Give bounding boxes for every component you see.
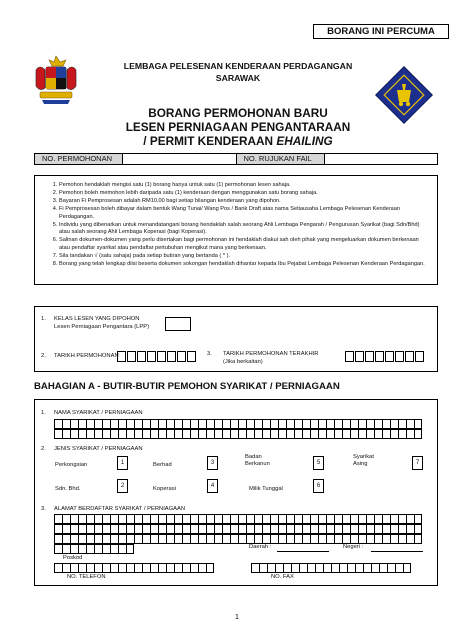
telefon-field[interactable] — [54, 563, 214, 573]
item2-number: 2. — [41, 353, 46, 359]
type-label-milik-tunggal: Milik Tunggal — [249, 486, 283, 492]
type-label-sdn-bhd: Sdn. Bhd. — [55, 486, 81, 492]
title-line3-prefix: / PERMIT KENDERAAN — [143, 134, 277, 148]
company-name-field-2[interactable] — [54, 429, 422, 439]
type-option-berhad[interactable]: 3 — [207, 456, 218, 470]
fax-label: NO. FAX — [271, 574, 294, 580]
address-label: ALAMAT BERDAFTAR SYARIKAT / PERNIAGAAN — [54, 506, 186, 512]
instructions-box — [34, 175, 438, 285]
title-line3-italic: EHAILING — [276, 134, 333, 148]
type-option-koperasi[interactable]: 4 — [207, 479, 218, 493]
agency-line2: SARAWAK — [215, 73, 261, 83]
negeri-label: Negeri : — [343, 544, 364, 550]
q3-number: 3. — [41, 506, 46, 512]
file-ref-label: NO. RUJUKAN FAIL — [237, 154, 325, 164]
last-application-date-label: TARIKH PERMOHONAN TERAKHIR — [223, 351, 319, 357]
instruction-item: 7. Sila tandakan √ (satu sahaja) pada setiap butiran yang bertanda ( * ). — [59, 253, 429, 261]
type-label-perkongsian: Perkongsian — [55, 462, 88, 468]
title-line3 — [108, 134, 368, 148]
type-option-milik-tunggal[interactable]: 6 — [313, 479, 324, 493]
company-type-label: JENIS SYARIKAT / PERNIAGAAN — [54, 446, 143, 452]
q1-number: 1. — [41, 410, 46, 416]
telefon-label: NO. TELEFON — [67, 574, 106, 580]
application-date-field[interactable] — [117, 351, 197, 362]
last-application-date-field[interactable] — [345, 351, 425, 362]
instruction-item: 4. Fi Pemprosesan boleh dibayar dalam bentuk Wang Tunai/ Wang Pos / Bank Draft atas nama Setiausaha Lembaga Pelesenan Kenderaan Perdagangan. — [59, 206, 429, 221]
section-a-box — [34, 399, 438, 586]
instruction-item: 5. Individu yang dibenarkan untuk menandatangani borang hendaklah salah seorang Ahli Lembaga Pengarah / Pengurusan Syarikat (bagi Sdn/Bhd) atau salah seorang Ahli Lembaga Koperasi (bagi Koperasi). — [59, 222, 429, 237]
poskod-field[interactable] — [54, 544, 134, 554]
title-line1: BORANG PERMOHONAN BARU — [148, 106, 328, 120]
licence-class-checkbox[interactable] — [165, 317, 191, 331]
instruction-item: 1. Pemohon hendaklah mengisi satu (1) borang hanya untuk satu (1) permohonan lesen sahaja. — [59, 182, 429, 190]
licence-class-label: KELAS LESEN YANG DIPOHON — [54, 316, 140, 322]
type-option-perkongsian[interactable]: 1 — [117, 456, 128, 470]
type-label-syarikat-asing: Syarikat Asing — [353, 454, 374, 467]
reference-table — [34, 153, 438, 165]
application-date-label: TARIKH PERMOHONAN — [54, 353, 119, 359]
instruction-item: 2. Pemohon boleh memohon lebih daripada satu (1) kenderaan dengan menggunakan satu borang sahaja. — [59, 190, 429, 198]
poskod-label: Poskod — [63, 555, 83, 561]
address-field-1[interactable] — [54, 514, 422, 524]
fax-field[interactable] — [251, 563, 411, 573]
last-application-date-note: (Jika berkaitan) — [223, 359, 263, 365]
type-option-badan-berkanun[interactable]: 5 — [313, 456, 324, 470]
instruction-item: 6. Salinan dokumen-dokumen yang perlu disertakan bagi permohonan ini hendaklah diakui sah oleh pihak yang mengeluarkan dokumen berkenaan atau pendaftar syarikat atau pendaftar pertubuhan mengikut mana yang berkenaan. — [59, 237, 429, 252]
company-name-field[interactable] — [54, 419, 422, 429]
q2-number: 2. — [41, 446, 46, 452]
free-form-label: BORANG INI PERCUMA — [313, 24, 449, 39]
type-label-koperasi: Koperasi — [153, 486, 176, 492]
form-title — [108, 106, 368, 148]
application-no-field[interactable] — [123, 154, 237, 164]
application-no-label: NO. PERMOHONAN — [35, 154, 123, 164]
page-number: 1 — [234, 612, 240, 621]
type-label-badan-berkanun: Badan Berkanun — [245, 454, 270, 467]
address-field-3[interactable] — [54, 534, 422, 544]
item3-number: 3. — [207, 351, 212, 357]
file-ref-field[interactable] — [325, 154, 438, 164]
type-label-berhad: Berhad — [153, 462, 172, 468]
type-option-sdn-bhd[interactable]: 2 — [117, 479, 128, 493]
item1-number: 1. — [41, 316, 46, 322]
agency-name — [108, 60, 368, 84]
coat-of-arms-icon — [32, 54, 80, 106]
address-field-2[interactable] — [54, 524, 422, 534]
agency-logo-icon — [375, 66, 433, 124]
type-option-syarikat-asing[interactable]: 7 — [412, 456, 423, 470]
instruction-item: 3. Bayaran Fi Pemprosesan adalah RM10.00 bagi setiap bilangan kenderaan yang dipohon. — [59, 198, 429, 206]
instructions-list — [45, 182, 429, 268]
title-line2: LESEN PERNIAGAAN PENGANTARAAN — [125, 120, 351, 134]
company-name-label: NAMA SYARIKAT / PERNIAGAAN — [54, 410, 143, 416]
agency-line1: LEMBAGA PELESENAN KENDERAAN PERDAGANGAN — [123, 61, 353, 71]
daerah-field[interactable] — [277, 551, 329, 552]
licence-class-box — [34, 306, 438, 372]
section-a-title: BAHAGIAN A - BUTIR-BUTIR PEMOHON SYARIKAT / PERNIAGAAN — [34, 381, 340, 392]
daerah-label: Daerah : — [249, 544, 272, 550]
licence-class-type: Lesen Perniagaan Pengantara (LPP) — [54, 324, 150, 330]
negeri-field[interactable] — [371, 551, 423, 552]
instruction-item: 8. Borang yang telah lengkap diisi beserta dokumen sokongan hendaklah dihantar kepada Ibu Pejabat Lembaga Pelesenan Kenderaan Perdagangan. — [59, 261, 429, 269]
